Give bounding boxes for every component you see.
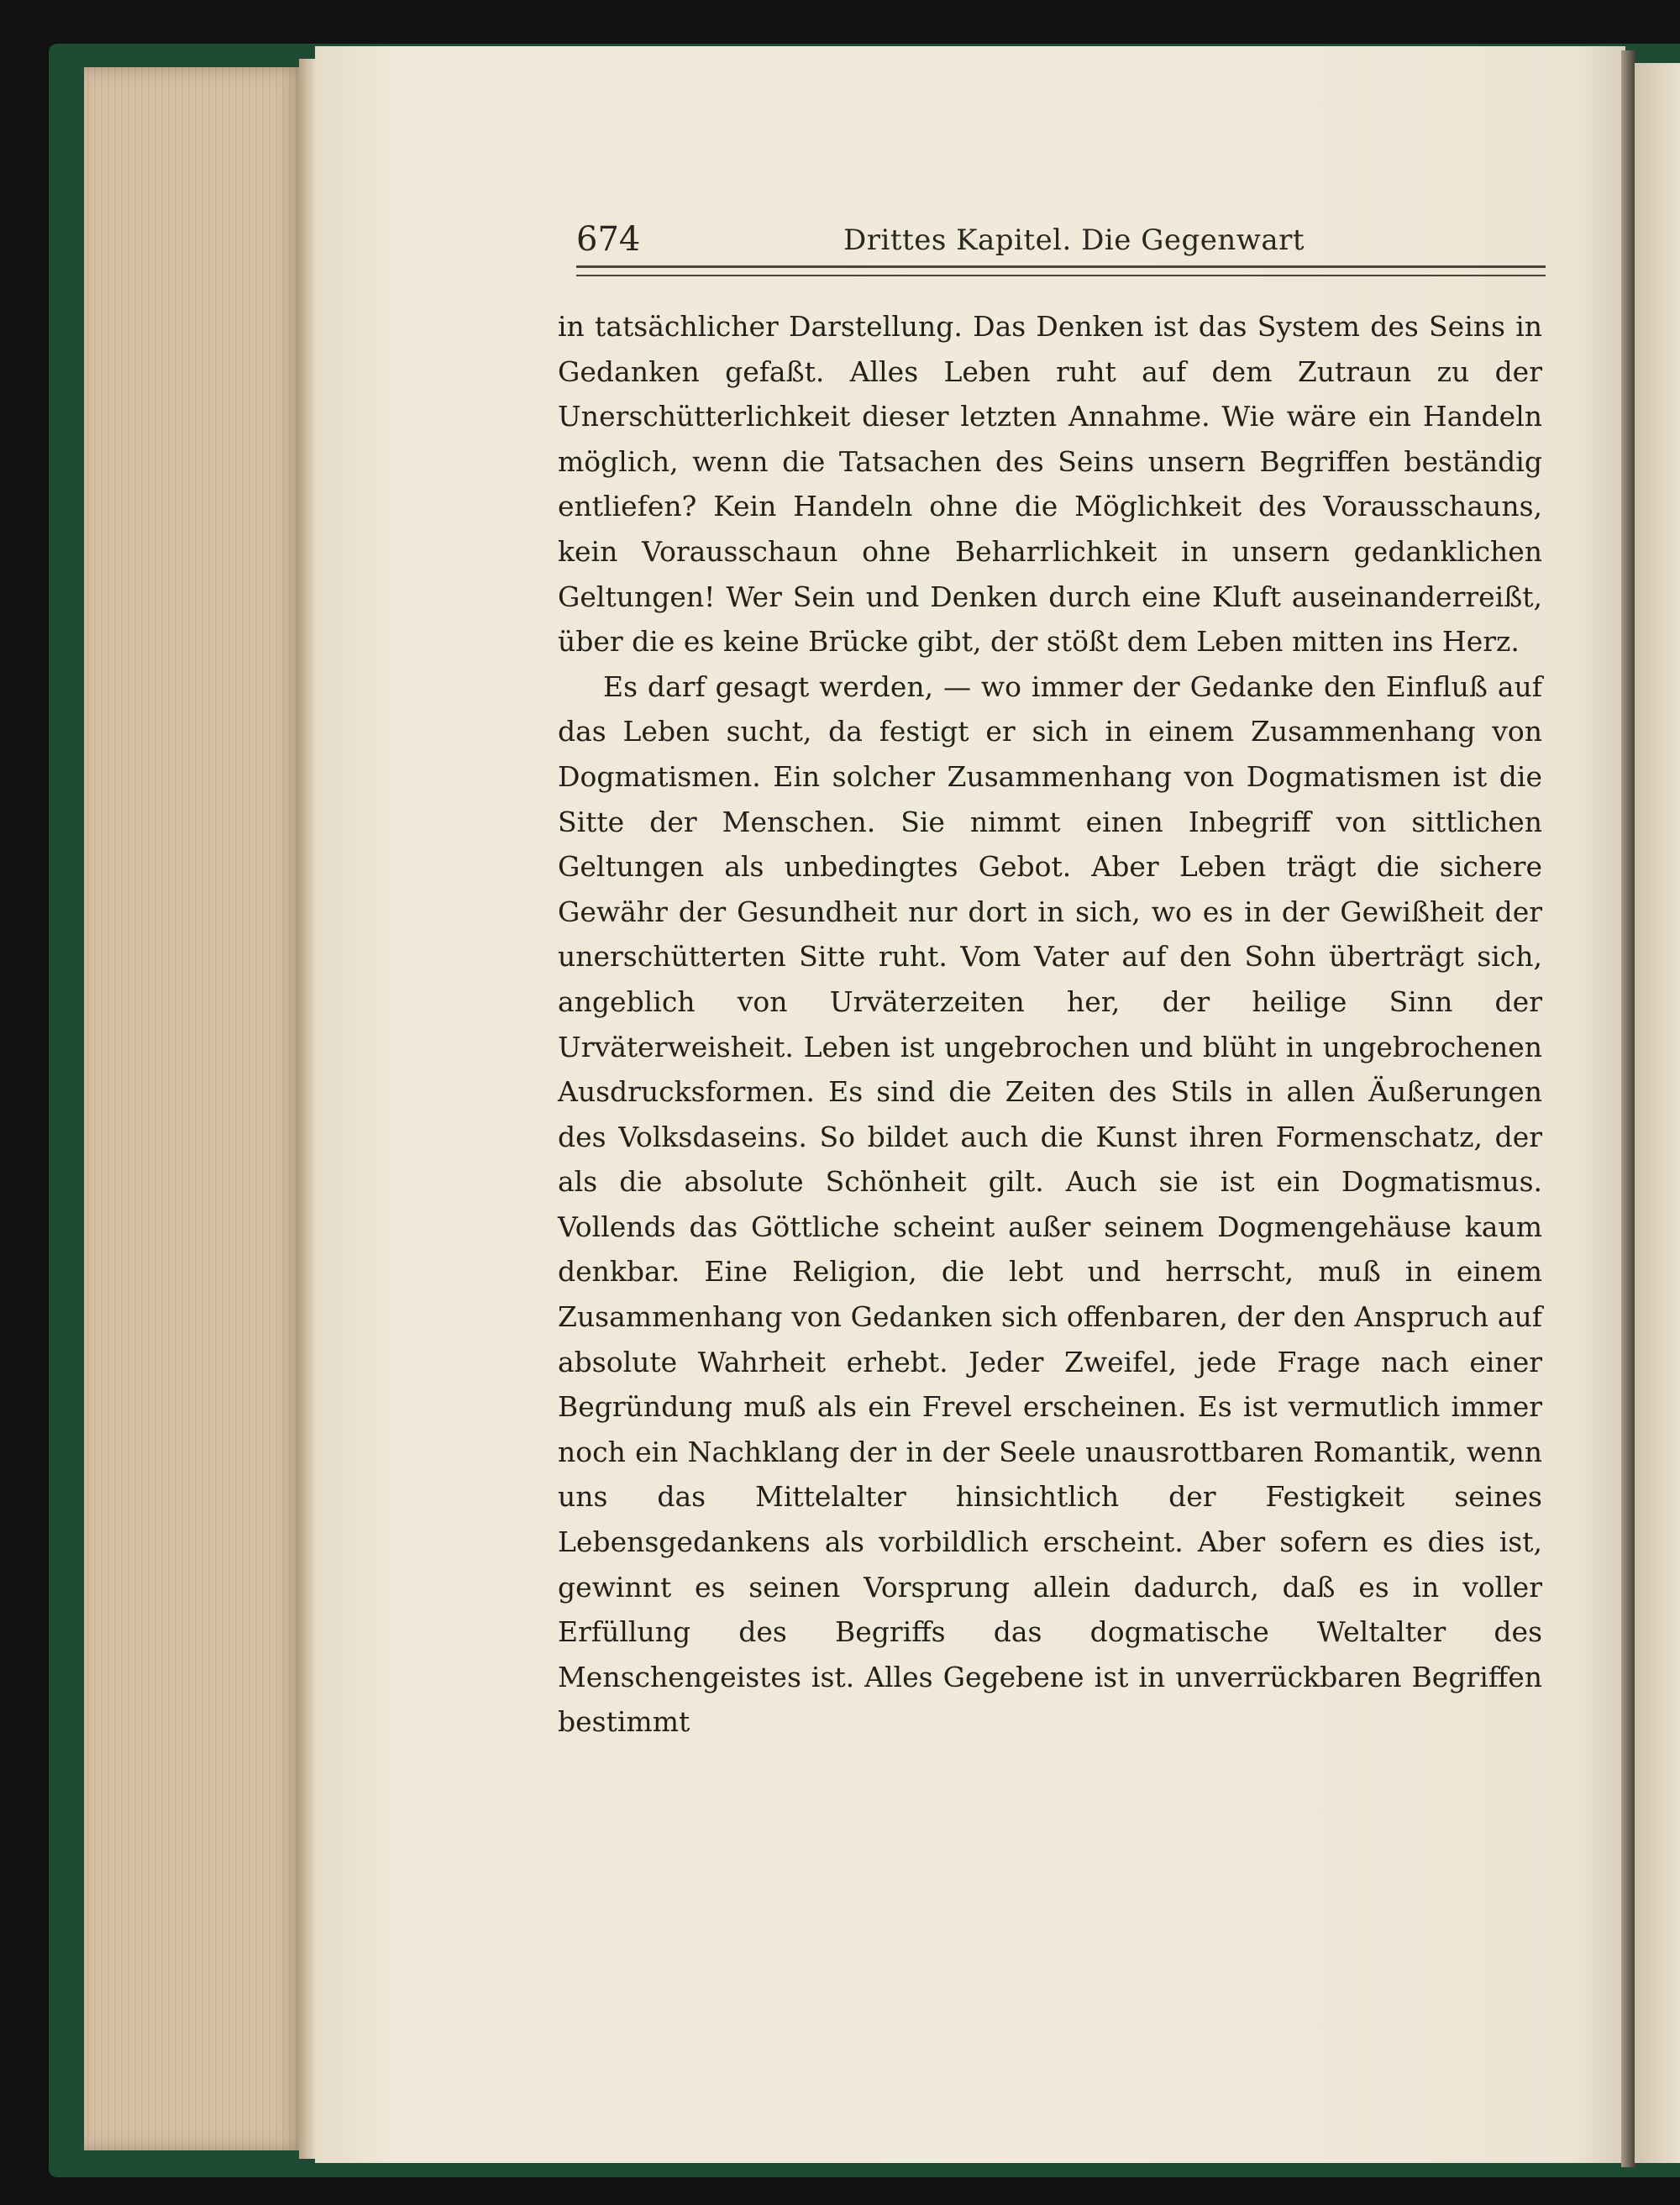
header-rule-top <box>576 265 1546 268</box>
paragraph: Es darf gesagt werden, — wo immer der Gedanke den Einfluß auf das Leben sucht, da festigt er sich in einem Zusammenhang von Dogmatismen. Ein solcher Zusammenhang von Dogmatismen ist die Sitte der Menschen. Sie nimmt einen Inbegriff von sittlichen Geltungen als unbedingtes Gebot. Aber Leben trägt die sichere Gewähr der Gesundheit nur dort in sich, wo es in der Gewißheit der unerschütterten Sitte ruht. Vom Vater auf den Sohn überträgt sich, angeblich von Urväterzeiten her, der heilige Sinn der Urväterweisheit. Leben ist ungebrochen und blüht in ungebrochenen Ausdrucksformen. Es sind die Zeiten des Stils in allen Äußerungen des Volksdaseins. So bildet auch die Kunst ihren Formenschatz, der als die absolute Schönheit gilt. Auch sie ist ein Dogmatismus. Vollends das Göttliche scheint außer seinem Dogmengehäuse kaum denkbar. Eine Religion, die lebt und herrscht, muß in einem Zusammenhang von Gedanken sich offenbaren, der den Anspruch auf absolute Wahrheit erhebt. Jeder Zweifel, jede Frage nach einer Begründung muß als ein Frevel erscheinen. Es ist vermutlich immer noch ein Nachklang der in der Seele unausrottbaren Romantik, wenn uns das Mittelalter hinsichtlich der Festigkeit seines Lebensgedankens als vorbildlich erscheint. Aber sofern es dies ist, gewinnt es seinen Vorsprung allein dadurch, daß es in voller Erfüllung des Begriffs das dogmatische Weltalter des Menschengeistes ist. Alles Gegebene ist in unverrückbaren Begriffen bestimmt <box>558 669 1542 1739</box>
header-rule-bottom <box>576 275 1546 276</box>
chapter-title: Drittes Kapitel. Die Gegenwart <box>843 223 1305 257</box>
page-number: 674 <box>576 220 641 259</box>
book-page-edges <box>84 67 302 2150</box>
running-head <box>576 220 1546 270</box>
paragraph-continued: in tatsächlicher Darstellung. Das Denken ist das System des Seins in Gedanken gefaßt. Alles Leben ruht auf dem Zutraun zu der Unerschütterlichkeit dieser letzten Annahme. Wie wäre ein Handeln möglich, wenn die Tatsachen des Seins unsern Begriffen beständig entliefen? Kein Handeln ohne die Möglichkeit des Vorausschauns, kein Vorausschaun ohne Beharrlichkeit in unsern gedanklichen Geltungen! Wer Sein und Denken durch eine Kluft auseinanderreißt, über die es keine Brücke gibt, der stößt dem Leben mitten ins Herz. <box>558 310 1542 659</box>
facing-page-edge <box>1635 63 1680 2163</box>
body-text <box>558 304 1542 1745</box>
